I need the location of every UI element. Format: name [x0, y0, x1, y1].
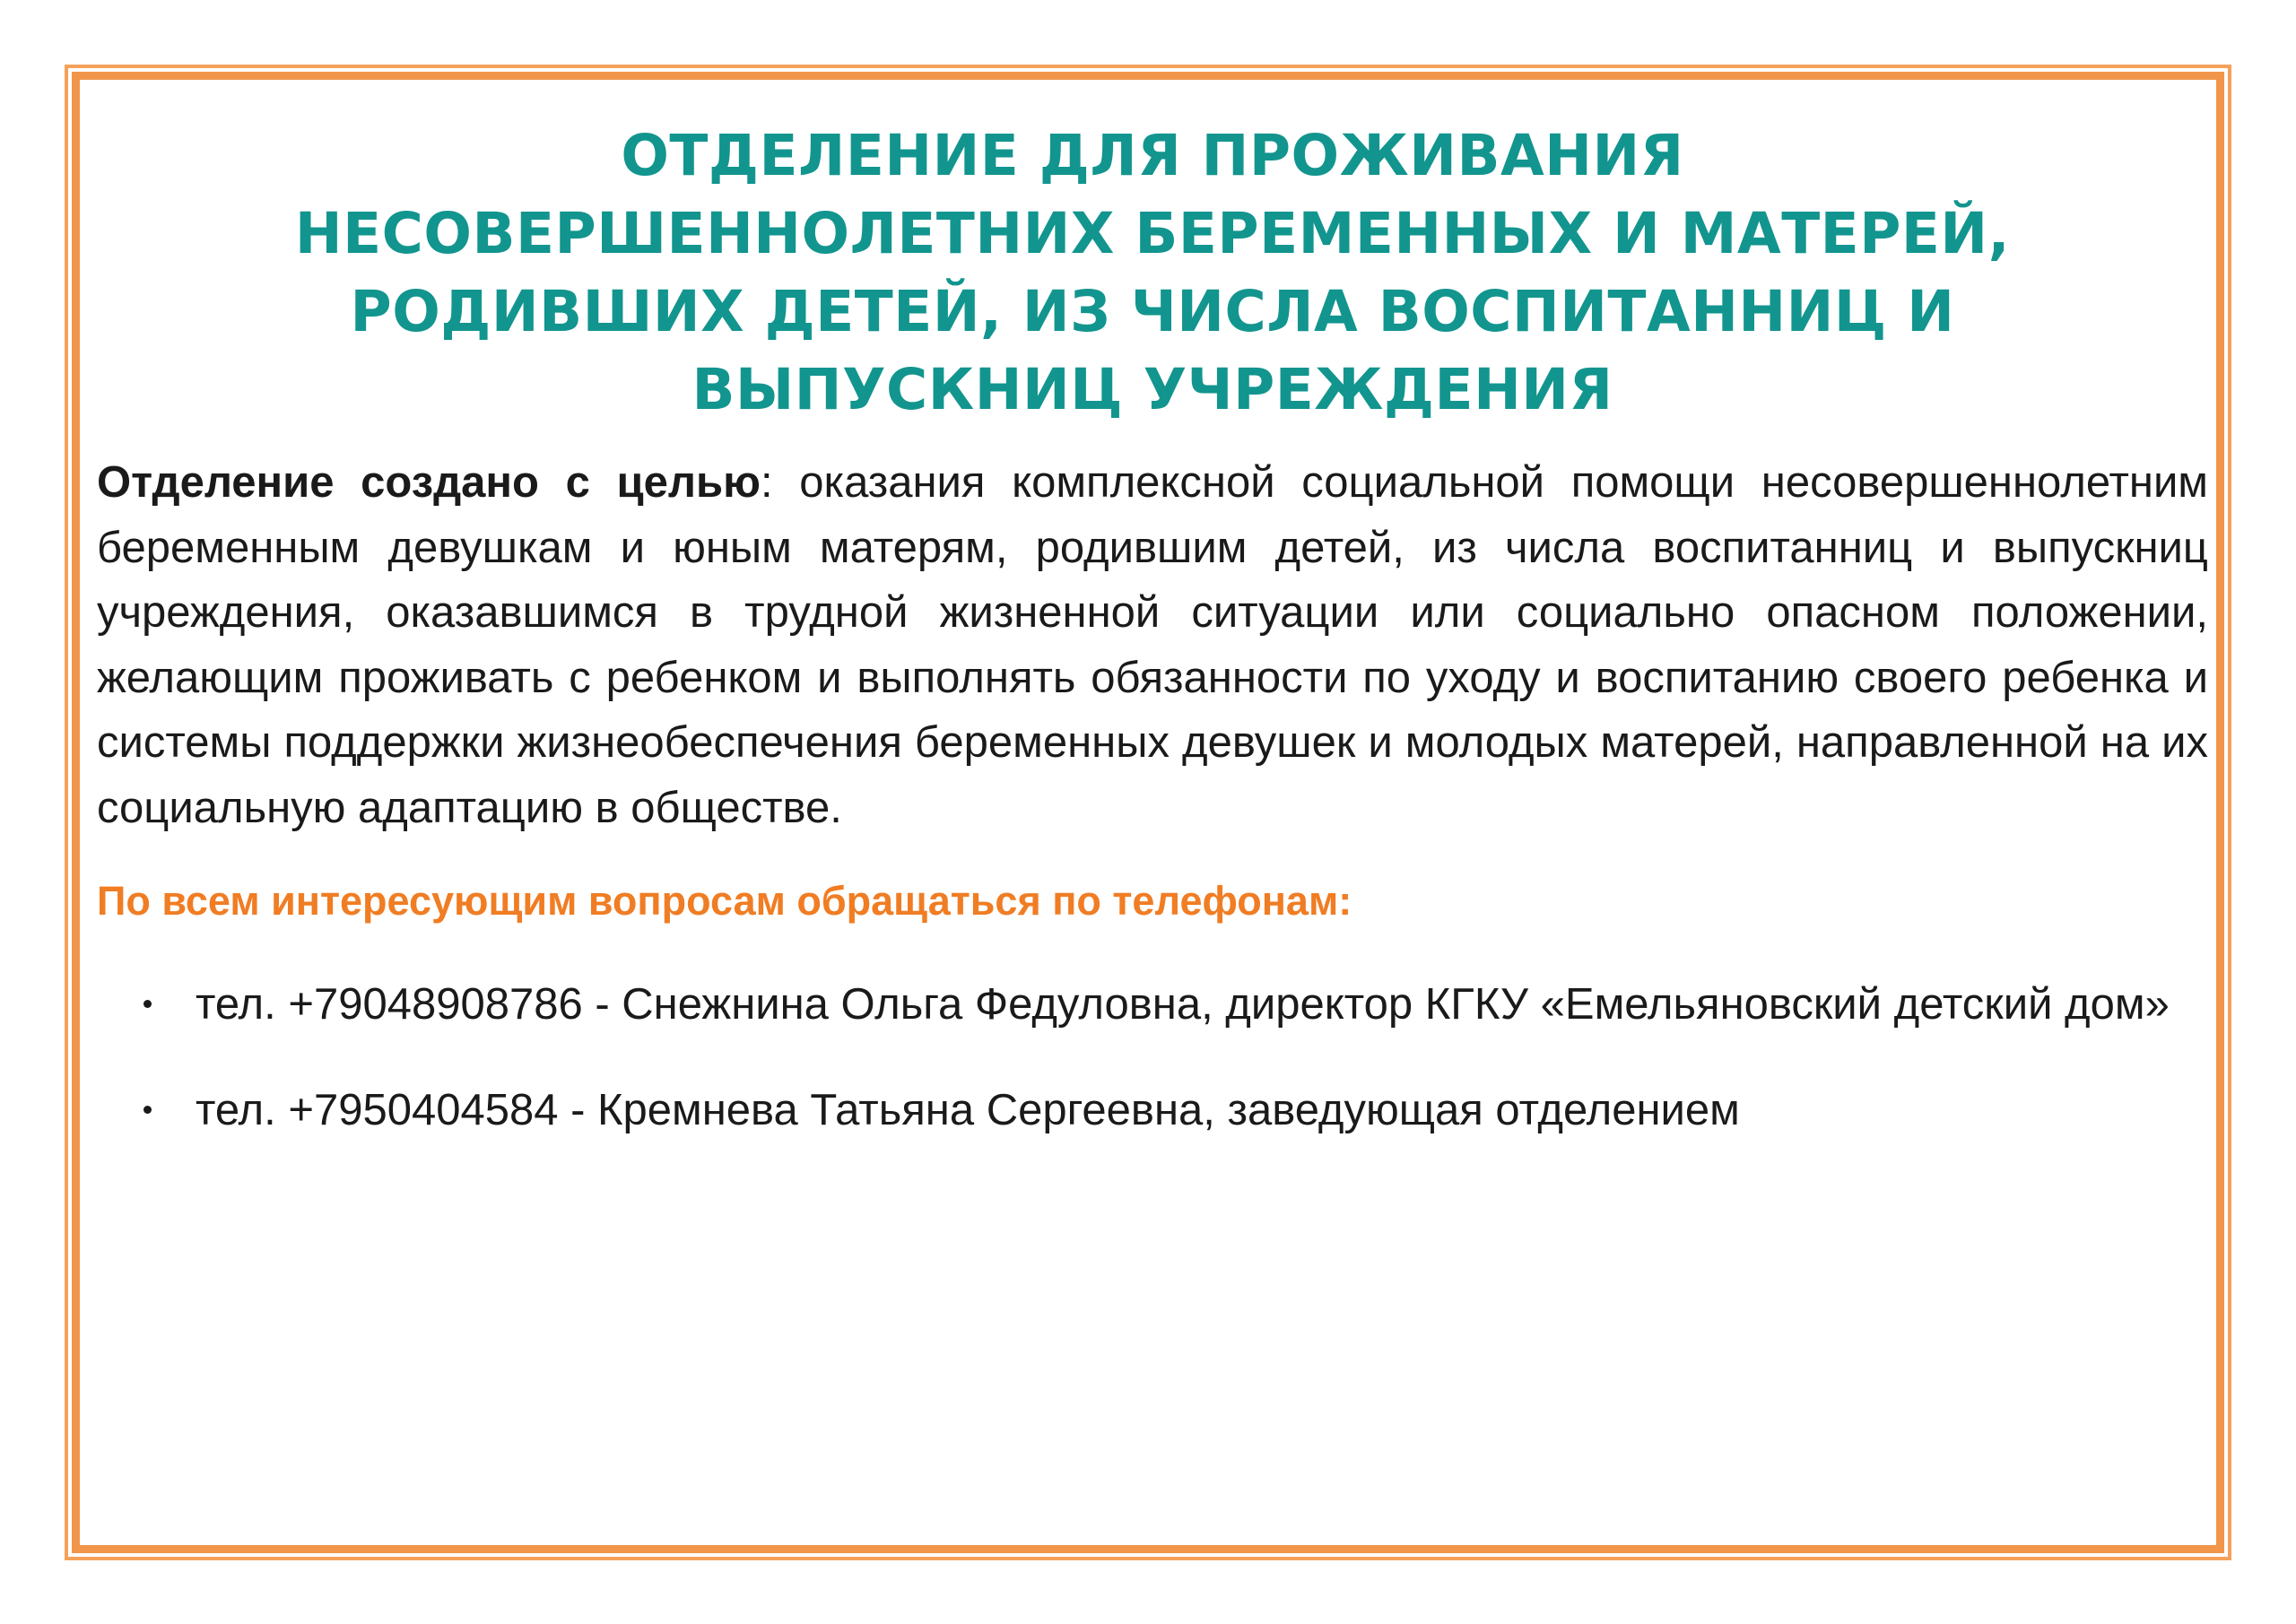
title-line: ОТДЕЛЕНИЕ ДЛЯ ПРОЖИВАНИЯ [621, 123, 1684, 188]
purpose-paragraph [97, 450, 2208, 840]
bullet-icon [144, 1106, 152, 1114]
title-line: РОДИВШИХ ДЕТЕЙ, ИЗ ЧИСЛА ВОСПИТАННИЦ И [350, 279, 1955, 344]
contact-heading: По всем интересующим вопросам обращаться по телефонам: [97, 878, 1352, 924]
title-line: ВЫПУСКНИЦ УЧРЕЖДЕНИЯ [691, 357, 1613, 422]
document-content [97, 117, 2208, 1185]
contact-item [97, 1079, 2196, 1142]
contact-list [97, 973, 2208, 1142]
title-line: НЕСОВЕРШЕННОЛЕТНИХ БЕРЕМЕННЫХ И МАТЕРЕЙ, [294, 201, 2011, 266]
bullet-icon [144, 1000, 152, 1008]
contact-text: тел. +79048908786 - Снежнина Ольга Федуловна, директор КГКУ «Емельяновский детский дом» [196, 980, 2170, 1029]
purpose-label: Отделение создано с целью [97, 458, 761, 507]
document-title [97, 117, 2208, 429]
contact-text: тел. +7950404584 - Кремнева Татьяна Сергеевна, заведующая отделением [196, 1086, 1740, 1134]
purpose-text: оказания комплексной социальной помощи несовершеннолетним беременным девушкам и юным матерям, родившим детей, из числа воспитанниц и выпускниц учреждения, оказавшимся в трудной жизненной ситуации или социально опасном положении, желающим проживать с ребенком и выполнять обязанности по уходу и воспитанию своего ребенка и системы поддержки жизнеобеспечения беременных девушек и молодых матерей, направленной на их социальную адаптацию в обществе. [97, 458, 2208, 832]
purpose-separator: : [761, 458, 773, 507]
contact-item [97, 973, 2196, 1036]
